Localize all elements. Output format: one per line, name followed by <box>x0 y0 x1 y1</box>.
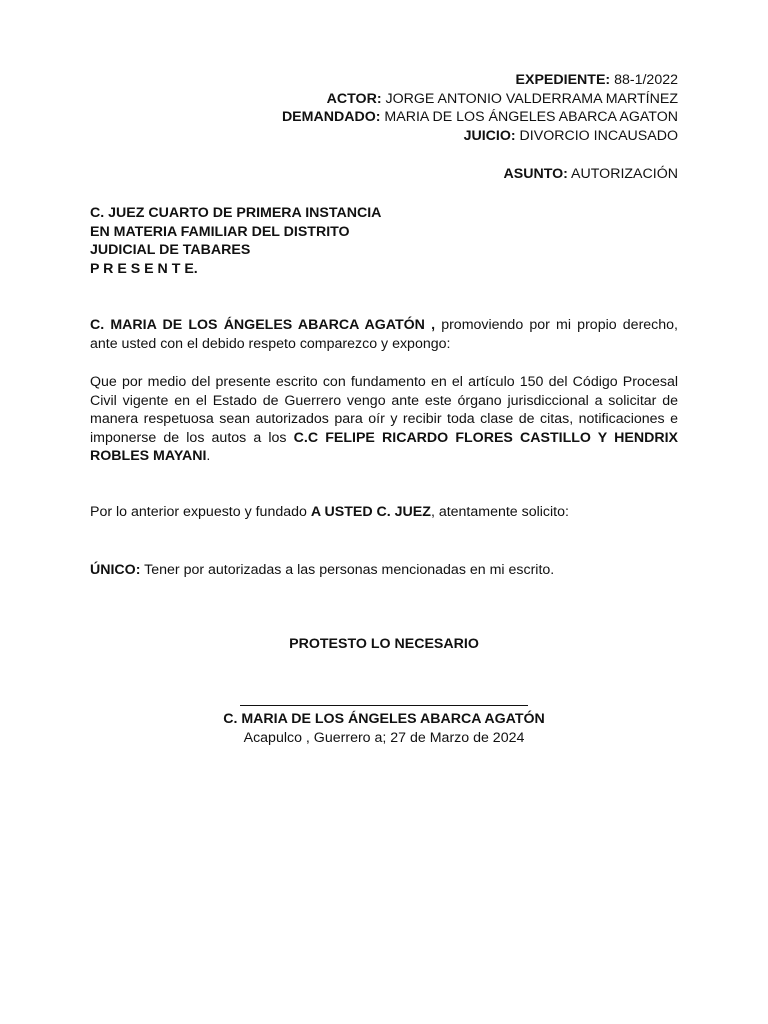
addressee-line-1: C. JUEZ CUARTO DE PRIMERA INSTANCIA <box>90 205 382 221</box>
protesto-heading: PROTESTO LO NECESARIO <box>289 636 479 652</box>
demandado-label: DEMANDADO: <box>281 109 381 126</box>
asunto-label: ASUNTO: <box>503 166 568 182</box>
addressee-line-4: P R E S E N T E. <box>90 260 198 277</box>
expediente-value: 88-1/2022 <box>614 72 678 88</box>
request-text-after: , atentamente solicito: <box>430 504 569 520</box>
intro-text: promoviendo por mi propio derecho, ante usted con el debido respeto comparezco y expongo: <box>90 317 679 352</box>
request-paragraph <box>90 503 678 522</box>
actor-line <box>90 90 678 109</box>
juicio-label: JUICIO: <box>463 127 516 144</box>
place-date: Acapulco , Guerrero a; 27 de Marzo de 2024 <box>243 730 525 746</box>
demandado-value: MARIA DE LOS ÁNGELES ABARCA AGATON <box>384 109 678 126</box>
authorized-persons: C.C FELIPE RICARDO FLORES CASTILLO Y HENDRIX ROBLES MAYANI <box>90 429 678 465</box>
request-bold: A USTED C. JUEZ <box>310 504 431 520</box>
addressee-block <box>90 204 678 278</box>
asunto-value: AUTORIZACIÓN <box>571 166 678 182</box>
unico-label: ÚNICO: <box>90 562 141 578</box>
case-header <box>90 71 678 145</box>
intro-paragraph <box>90 316 678 353</box>
unico-text: Tener por autorizadas a las personas mencionadas en mi escrito. <box>140 562 555 578</box>
request-text-before: Por lo anterior expuesto y fundado <box>90 504 311 520</box>
asunto-line <box>90 165 678 184</box>
document-page <box>90 0 678 1024</box>
expediente-label: EXPEDIENTE: <box>515 72 611 88</box>
juicio-value: DIVORCIO INCAUSADO <box>519 127 678 144</box>
expediente-line <box>90 71 678 90</box>
demandado-line <box>90 108 678 127</box>
unico-paragraph <box>90 561 678 580</box>
addressee-line-3: JUDICIAL DE TABARES <box>90 242 251 259</box>
signature-line <box>240 705 528 706</box>
body-paragraph <box>90 373 678 466</box>
actor-value: JORGE ANTONIO VALDERRAMA MARTÍNEZ <box>385 90 678 107</box>
juicio-line <box>90 127 678 146</box>
promovente-name: C. MARIA DE LOS ÁNGELES ABARCA AGATÓN , <box>90 317 436 333</box>
body-text: Que por medio del presente escrito con fundamento en el artículo 150 del Código Procesal Civil vigente en el Estado de Guerrero vengo ante este órgano jurisdiccional a solicitar de manera respetuosa sean autorizados para oír y recibir toda clase de citas, notificaciones e imponerse de los autos a los <box>90 374 678 446</box>
actor-label: ACTOR: <box>326 90 382 107</box>
body-end: . <box>206 448 211 465</box>
signature-name: C. MARIA DE LOS ÁNGELES ABARCA AGATÓN <box>223 711 545 727</box>
addressee-line-2: EN MATERIA FAMILIAR DEL DISTRITO <box>90 223 350 240</box>
